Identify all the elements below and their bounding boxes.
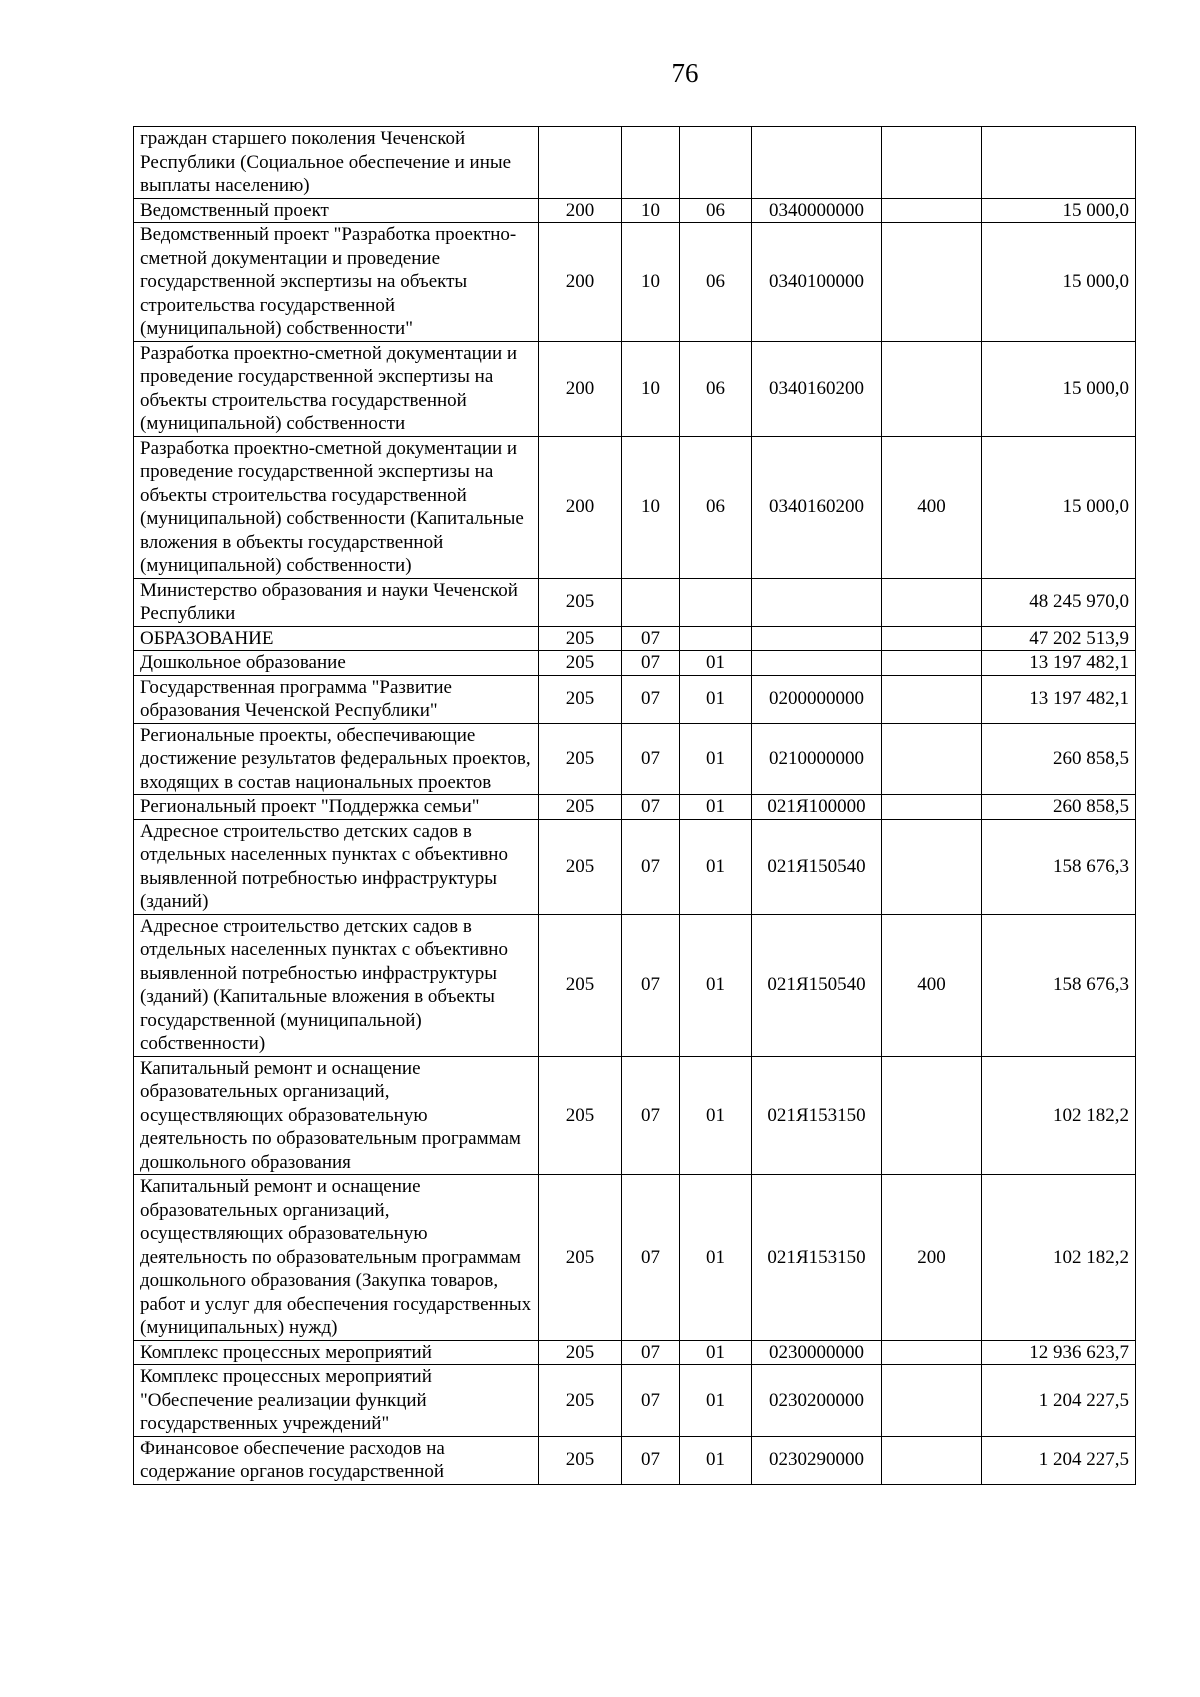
department-code-cell: 205 <box>539 626 622 651</box>
subsection-code-cell: 01 <box>680 819 752 914</box>
amount-cell: 102 182,2 <box>982 1175 1136 1341</box>
amount-cell: 48 245 970,0 <box>982 578 1136 626</box>
subsection-code-cell: 01 <box>680 675 752 723</box>
section-code-cell: 07 <box>622 626 680 651</box>
section-code-cell: 07 <box>622 723 680 795</box>
section-code-cell: 07 <box>622 914 680 1056</box>
page-number: 76 <box>671 58 699 88</box>
subsection-code-cell <box>680 127 752 199</box>
amount-cell: 12 936 623,7 <box>982 1340 1136 1365</box>
expense-type-cell: 400 <box>882 436 982 578</box>
expense-type-cell <box>882 723 982 795</box>
target-article-cell: 0210000000 <box>752 723 882 795</box>
amount-cell: 15 000,0 <box>982 436 1136 578</box>
target-article-cell: 0230200000 <box>752 1365 882 1437</box>
expense-type-cell: 200 <box>882 1175 982 1341</box>
table-row <box>134 341 1136 436</box>
section-code-cell: 10 <box>622 198 680 223</box>
expense-name-cell: Финансовое обеспечение расходов на содержание органов государственной <box>134 1436 539 1484</box>
subsection-code-cell: 01 <box>680 1175 752 1341</box>
subsection-code-cell: 06 <box>680 198 752 223</box>
expense-name-cell: Разработка проектно-сметной документации и проведение государственной экспертизы на объекты строительства государственной (муниципальной) собственности (Капитальные вложения в объекты государственной (муниципальной) собственности) <box>134 436 539 578</box>
amount-cell: 102 182,2 <box>982 1056 1136 1175</box>
department-code-cell: 205 <box>539 1365 622 1437</box>
amount-cell <box>982 127 1136 199</box>
department-code-cell: 205 <box>539 578 622 626</box>
amount-cell: 15 000,0 <box>982 341 1136 436</box>
budget-table-body <box>134 127 1136 1485</box>
expense-name-cell: Комплекс процессных мероприятий "Обеспечение реализации функций государственных учреждений" <box>134 1365 539 1437</box>
expense-name-cell: Адресное строительство детских садов в отдельных населенных пунктах с объективно выявленной потребностью инфраструктуры (зданий) (Капитальные вложения в объекты государственной (муниципальной) собственности) <box>134 914 539 1056</box>
expense-name-cell: Комплекс процессных мероприятий <box>134 1340 539 1365</box>
amount-cell: 158 676,3 <box>982 914 1136 1056</box>
section-code-cell: 07 <box>622 1365 680 1437</box>
section-code-cell: 07 <box>622 1436 680 1484</box>
section-code-cell: 07 <box>622 1056 680 1175</box>
table-row <box>134 198 1136 223</box>
expense-name-cell: Региональный проект "Поддержка семьи" <box>134 795 539 820</box>
target-article-cell <box>752 578 882 626</box>
table-row <box>134 914 1136 1056</box>
department-code-cell: 205 <box>539 1436 622 1484</box>
expense-type-cell <box>882 1436 982 1484</box>
expense-type-cell <box>882 819 982 914</box>
expense-name-cell: ОБРАЗОВАНИЕ <box>134 626 539 651</box>
amount-cell: 15 000,0 <box>982 223 1136 342</box>
expense-name-cell: Дошкольное образование <box>134 651 539 676</box>
expense-name-cell: Региональные проекты, обеспечивающие достижение результатов федеральных проектов, входящих в состав национальных проектов <box>134 723 539 795</box>
amount-cell: 1 204 227,5 <box>982 1365 1136 1437</box>
expense-name-cell: граждан старшего поколения Чеченской Республики (Социальное обеспечение и иные выплаты населению) <box>134 127 539 199</box>
expense-type-cell <box>882 198 982 223</box>
subsection-code-cell <box>680 578 752 626</box>
section-code-cell: 07 <box>622 1340 680 1365</box>
amount-cell: 15 000,0 <box>982 198 1136 223</box>
target-article-cell: 021Я150540 <box>752 819 882 914</box>
table-row <box>134 626 1136 651</box>
target-article-cell: 021Я153150 <box>752 1175 882 1341</box>
expense-type-cell <box>882 651 982 676</box>
subsection-code-cell <box>680 626 752 651</box>
table-row <box>134 819 1136 914</box>
expense-name-cell: Ведомственный проект "Разработка проектно-сметной документации и проведение государственной экспертизы на объекты строительства государственной (муниципальной) собственности" <box>134 223 539 342</box>
target-article-cell: 0230290000 <box>752 1436 882 1484</box>
amount-cell: 13 197 482,1 <box>982 651 1136 676</box>
section-code-cell: 10 <box>622 436 680 578</box>
expense-name-cell: Адресное строительство детских садов в отдельных населенных пунктах с объективно выявленной потребностью инфраструктуры (зданий) <box>134 819 539 914</box>
department-code-cell: 200 <box>539 223 622 342</box>
expense-type-cell <box>882 1340 982 1365</box>
table-row <box>134 436 1136 578</box>
target-article-cell: 0340100000 <box>752 223 882 342</box>
subsection-code-cell: 01 <box>680 1365 752 1437</box>
section-code-cell: 07 <box>622 819 680 914</box>
subsection-code-cell: 01 <box>680 914 752 1056</box>
target-article-cell: 021Я100000 <box>752 795 882 820</box>
expense-type-cell <box>882 626 982 651</box>
amount-cell: 260 858,5 <box>982 723 1136 795</box>
expense-type-cell <box>882 578 982 626</box>
table-row <box>134 1365 1136 1437</box>
department-code-cell: 205 <box>539 723 622 795</box>
expense-type-cell <box>882 675 982 723</box>
subsection-code-cell: 01 <box>680 723 752 795</box>
target-article-cell <box>752 651 882 676</box>
expense-name-cell: Ведомственный проект <box>134 198 539 223</box>
department-code-cell: 205 <box>539 914 622 1056</box>
target-article-cell: 0340160200 <box>752 341 882 436</box>
expense-name-cell: Государственная программа "Развитие образования Чеченской Республики" <box>134 675 539 723</box>
subsection-code-cell: 01 <box>680 651 752 676</box>
table-row <box>134 651 1136 676</box>
target-article-cell: 0340000000 <box>752 198 882 223</box>
section-code-cell: 07 <box>622 675 680 723</box>
target-article-cell: 0340160200 <box>752 436 882 578</box>
department-code-cell: 205 <box>539 1175 622 1341</box>
expense-type-cell <box>882 1365 982 1437</box>
department-code-cell: 200 <box>539 436 622 578</box>
expense-type-cell <box>882 795 982 820</box>
department-code-cell: 205 <box>539 795 622 820</box>
target-article-cell <box>752 626 882 651</box>
subsection-code-cell: 01 <box>680 1340 752 1365</box>
subsection-code-cell: 06 <box>680 223 752 342</box>
department-code-cell <box>539 127 622 199</box>
department-code-cell: 205 <box>539 819 622 914</box>
expense-type-cell <box>882 341 982 436</box>
expense-type-cell <box>882 223 982 342</box>
amount-cell: 158 676,3 <box>982 819 1136 914</box>
amount-cell: 13 197 482,1 <box>982 675 1136 723</box>
table-row <box>134 795 1136 820</box>
target-article-cell: 0200000000 <box>752 675 882 723</box>
section-code-cell: 07 <box>622 1175 680 1341</box>
expense-type-cell <box>882 1056 982 1175</box>
subsection-code-cell: 01 <box>680 1056 752 1175</box>
expense-name-cell: Разработка проектно-сметной документации и проведение государственной экспертизы на объекты строительства государственной (муниципальной) собственности <box>134 341 539 436</box>
subsection-code-cell: 01 <box>680 795 752 820</box>
section-code-cell: 07 <box>622 795 680 820</box>
subsection-code-cell: 06 <box>680 436 752 578</box>
table-row <box>134 1056 1136 1175</box>
department-code-cell: 205 <box>539 675 622 723</box>
budget-table <box>133 126 1136 1485</box>
section-code-cell <box>622 578 680 626</box>
section-code-cell: 07 <box>622 651 680 676</box>
table-row <box>134 578 1136 626</box>
section-code-cell: 10 <box>622 223 680 342</box>
expense-type-cell <box>882 127 982 199</box>
department-code-cell: 200 <box>539 198 622 223</box>
table-row <box>134 1436 1136 1484</box>
expense-name-cell: Капитальный ремонт и оснащение образовательных организаций, осуществляющих образовательную деятельность по образовательным программам дошкольного образования <box>134 1056 539 1175</box>
section-code-cell <box>622 127 680 199</box>
table-row <box>134 1175 1136 1341</box>
table-row <box>134 1340 1136 1365</box>
amount-cell: 260 858,5 <box>982 795 1136 820</box>
subsection-code-cell: 01 <box>680 1436 752 1484</box>
table-row <box>134 127 1136 199</box>
expense-name-cell: Министерство образования и науки Чеченской Республики <box>134 578 539 626</box>
department-code-cell: 205 <box>539 1056 622 1175</box>
target-article-cell: 021Я150540 <box>752 914 882 1056</box>
target-article-cell: 0230000000 <box>752 1340 882 1365</box>
amount-cell: 47 202 513,9 <box>982 626 1136 651</box>
amount-cell: 1 204 227,5 <box>982 1436 1136 1484</box>
expense-type-cell: 400 <box>882 914 982 1056</box>
department-code-cell: 205 <box>539 1340 622 1365</box>
target-article-cell: 021Я153150 <box>752 1056 882 1175</box>
table-row <box>134 675 1136 723</box>
expense-name-cell: Капитальный ремонт и оснащение образовательных организаций, осуществляющих образовательную деятельность по образовательным программам дошкольного образования (Закупка товаров, работ и услуг для обеспечения государственных (муниципальных) нужд) <box>134 1175 539 1341</box>
department-code-cell: 200 <box>539 341 622 436</box>
subsection-code-cell: 06 <box>680 341 752 436</box>
table-row <box>134 723 1136 795</box>
table-row <box>134 223 1136 342</box>
target-article-cell <box>752 127 882 199</box>
department-code-cell: 205 <box>539 651 622 676</box>
section-code-cell: 10 <box>622 341 680 436</box>
